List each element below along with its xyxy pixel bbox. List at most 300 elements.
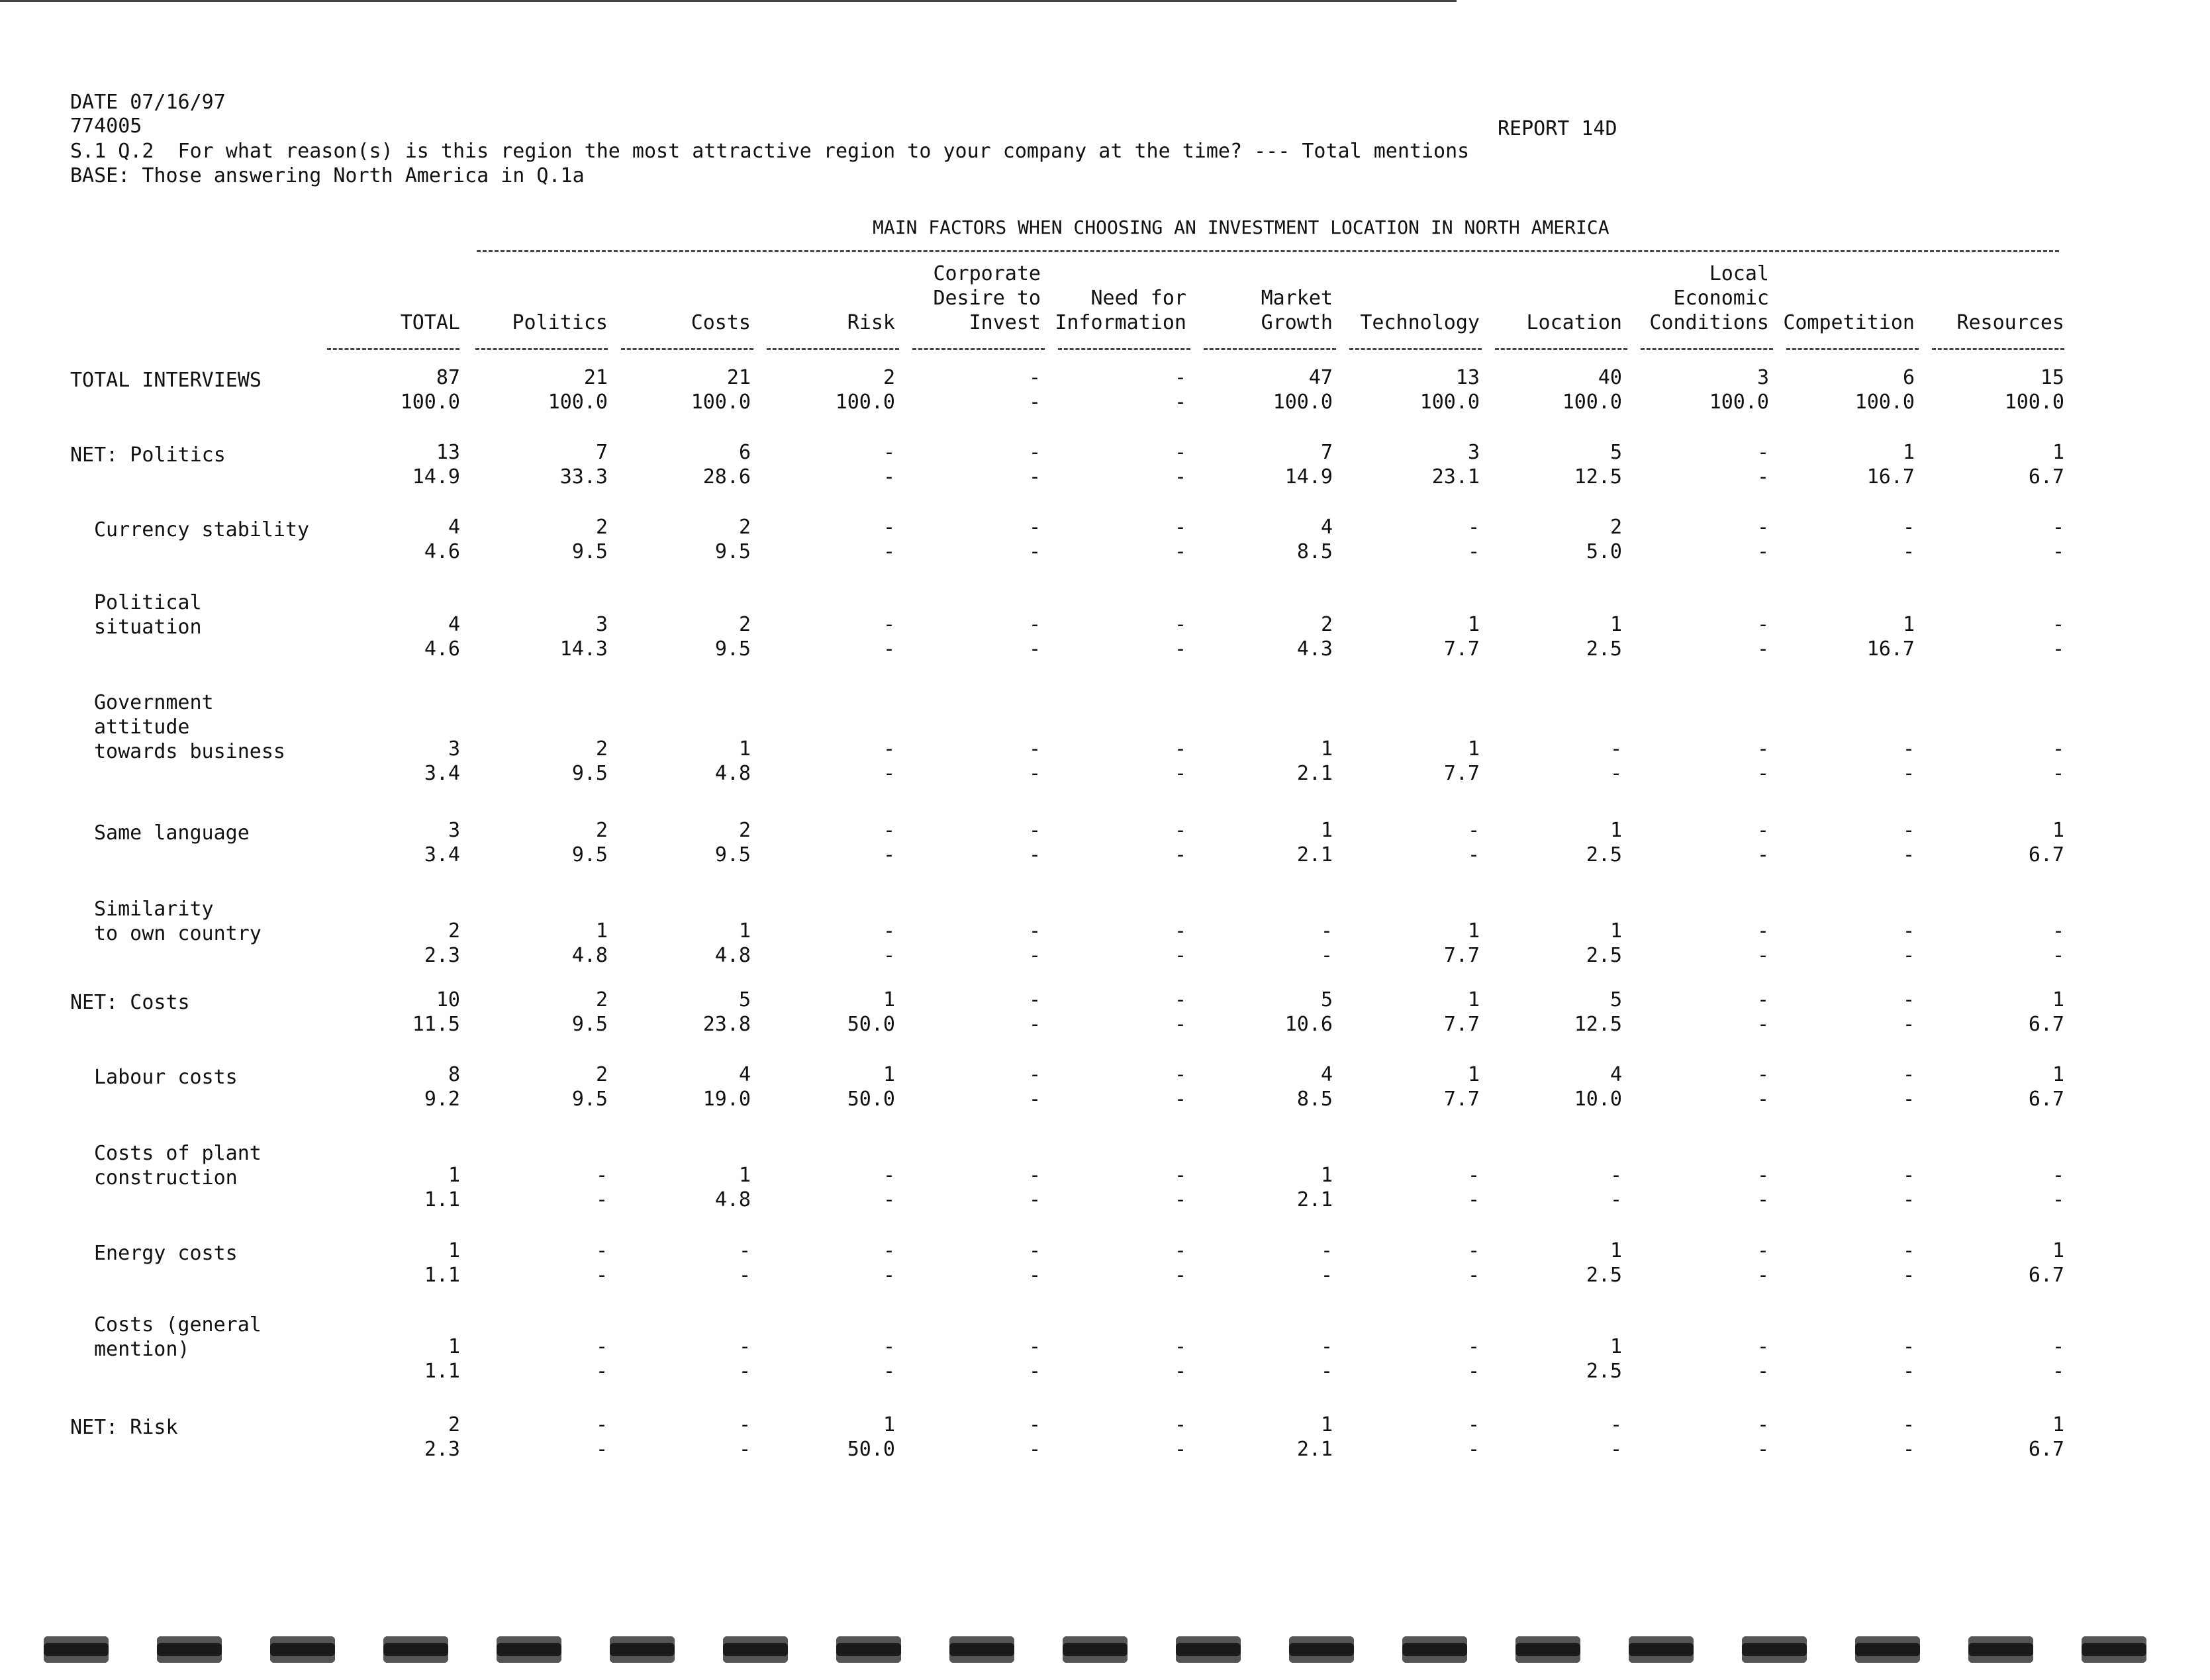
percent-cell: - xyxy=(1174,1264,1186,1287)
count-cell: 4 xyxy=(738,1063,751,1086)
percent-cell: 2.5 xyxy=(1586,944,1622,967)
top-rule xyxy=(0,0,1457,2)
column-header-rule xyxy=(1641,348,1773,350)
column-header-rule xyxy=(1932,348,2064,350)
percent-cell: 12.5 xyxy=(1574,1013,1622,1036)
count-cell: 4 xyxy=(448,516,460,539)
percent-cell: 2.1 xyxy=(1296,843,1333,866)
percent-cell: 2.1 xyxy=(1296,1188,1333,1211)
percent-cell: - xyxy=(2052,944,2064,967)
percent-cell: 6.7 xyxy=(2028,1088,2064,1111)
count-cell: 10 xyxy=(436,988,460,1011)
percent-cell: 23.8 xyxy=(702,1013,751,1036)
percent-cell: - xyxy=(738,1438,751,1461)
column-header-rule xyxy=(1786,348,1919,350)
count-cell: 1 xyxy=(1467,613,1480,636)
count-cell: 1 xyxy=(883,1413,895,1436)
count-cell: 21 xyxy=(583,366,608,389)
percent-cell: 4.6 xyxy=(424,540,460,563)
count-cell: - xyxy=(1174,613,1186,636)
count-cell: 2 xyxy=(883,366,895,389)
percent-cell: - xyxy=(883,1360,895,1383)
percent-cell: - xyxy=(1902,843,1915,866)
count-cell: 4 xyxy=(448,613,460,636)
report-id: 774005 xyxy=(70,115,142,138)
percent-cell: - xyxy=(883,540,895,563)
count-cell: - xyxy=(1902,1063,1915,1086)
percent-cell: 33.3 xyxy=(559,465,608,489)
percent-cell: - xyxy=(1467,843,1480,866)
net-row-label: NET: Politics xyxy=(70,443,226,467)
percent-cell: 2.5 xyxy=(1586,843,1622,866)
row-label: Government attitude towards business xyxy=(94,691,285,763)
count-cell: 1 xyxy=(2052,1063,2064,1086)
count-cell: - xyxy=(1902,737,1915,761)
column-header-rule xyxy=(475,348,608,350)
column-header-rule xyxy=(1495,348,1627,350)
percent-cell: - xyxy=(1028,1438,1041,1461)
row-label: Similarity to own country xyxy=(94,898,262,945)
percent-cell: - xyxy=(1320,944,1333,967)
count-cell: 1 xyxy=(595,919,608,943)
percent-cell: 4.8 xyxy=(714,1188,751,1211)
count-cell: 5 xyxy=(1609,441,1622,464)
percent-cell: - xyxy=(1028,843,1041,866)
percent-cell: - xyxy=(2052,1360,2064,1383)
percent-cell: 6.7 xyxy=(2028,843,2064,866)
percent-cell: - xyxy=(2052,540,2064,563)
count-cell: 2 xyxy=(595,516,608,539)
percent-cell: 6.7 xyxy=(2028,1264,2064,1287)
count-cell: - xyxy=(1756,516,1769,539)
column-header: Technology xyxy=(1360,311,1480,334)
percent-cell: 50.0 xyxy=(847,1438,895,1461)
percent-cell: - xyxy=(595,1438,608,1461)
percent-cell: 3.4 xyxy=(424,762,460,785)
percent-cell: - xyxy=(883,465,895,489)
count-cell: - xyxy=(1467,1335,1480,1358)
percent-cell: 14.9 xyxy=(412,465,460,489)
count-cell: 1 xyxy=(1609,819,1622,842)
count-cell: - xyxy=(1467,819,1480,842)
count-cell: - xyxy=(1609,737,1622,761)
count-cell: - xyxy=(1756,1063,1769,1086)
count-cell: - xyxy=(1028,516,1041,539)
percent-cell: - xyxy=(1174,391,1186,414)
count-cell: - xyxy=(1320,1335,1333,1358)
percent-cell: - xyxy=(1174,1360,1186,1383)
count-cell: 1 xyxy=(1467,1063,1480,1086)
count-cell: - xyxy=(1174,1335,1186,1358)
percent-cell: - xyxy=(2052,637,2064,661)
count-cell: 2 xyxy=(595,737,608,761)
count-cell: 2 xyxy=(1609,516,1622,539)
percent-cell: - xyxy=(1609,1438,1622,1461)
percent-cell: - xyxy=(738,1360,751,1383)
percent-cell: - xyxy=(1174,843,1186,866)
count-cell: - xyxy=(1028,737,1041,761)
count-cell: - xyxy=(595,1164,608,1187)
percent-cell: 9.5 xyxy=(714,637,751,661)
row-label: Costs (general mention) xyxy=(94,1313,262,1361)
percent-cell: 7.7 xyxy=(1443,762,1480,785)
count-cell: - xyxy=(1028,441,1041,464)
percent-cell: - xyxy=(1028,1088,1041,1111)
count-cell: 40 xyxy=(1598,366,1622,389)
count-cell: - xyxy=(1902,1335,1915,1358)
column-header-rule xyxy=(1058,348,1190,350)
percent-cell: 2.5 xyxy=(1586,637,1622,661)
percent-cell: - xyxy=(883,944,895,967)
percent-cell: 100.0 xyxy=(1273,391,1333,414)
percent-cell: 100.0 xyxy=(691,391,751,414)
count-cell: 1 xyxy=(1320,819,1333,842)
count-cell: 3 xyxy=(1756,366,1769,389)
percent-cell: - xyxy=(1028,391,1041,414)
percent-cell: - xyxy=(1028,1188,1041,1211)
net-row-label: NET: Costs xyxy=(70,991,190,1014)
percent-cell: - xyxy=(738,1264,751,1287)
percent-cell: - xyxy=(1467,540,1480,563)
column-header-rule xyxy=(1204,348,1336,350)
count-cell: - xyxy=(1902,988,1915,1011)
count-cell: 47 xyxy=(1308,366,1333,389)
percent-cell: - xyxy=(1174,1188,1186,1211)
percent-cell: - xyxy=(1756,637,1769,661)
count-cell: - xyxy=(1028,819,1041,842)
count-cell: - xyxy=(1174,1164,1186,1187)
count-cell: - xyxy=(1756,1413,1769,1436)
percent-cell: - xyxy=(1902,540,1915,563)
count-cell: 5 xyxy=(1320,988,1333,1011)
count-cell: - xyxy=(1756,988,1769,1011)
percent-cell: - xyxy=(2052,762,2064,785)
percent-cell: 2.5 xyxy=(1586,1264,1622,1287)
count-cell: - xyxy=(1902,1413,1915,1436)
row-label: Same language xyxy=(94,821,250,845)
count-cell: 6 xyxy=(738,441,751,464)
count-cell: 1 xyxy=(1609,1335,1622,1358)
count-cell: - xyxy=(1174,366,1186,389)
percent-cell: 12.5 xyxy=(1574,465,1622,489)
count-cell: 4 xyxy=(1609,1063,1622,1086)
percent-cell: 6.7 xyxy=(2028,1438,2064,1461)
count-cell: 2 xyxy=(738,516,751,539)
percent-cell: - xyxy=(1028,540,1041,563)
count-cell: 1 xyxy=(738,737,751,761)
column-header: Local Economic Conditions xyxy=(1649,262,1769,334)
count-cell: - xyxy=(2052,737,2064,761)
percent-cell: - xyxy=(1467,1188,1480,1211)
count-cell: 1 xyxy=(883,988,895,1011)
count-cell: 1 xyxy=(2052,1239,2064,1262)
report-number: REPORT 14D xyxy=(1498,117,1617,140)
count-cell: - xyxy=(1320,1239,1333,1262)
percent-cell: 2.1 xyxy=(1296,1438,1333,1461)
percent-cell: 10.6 xyxy=(1284,1013,1333,1036)
percent-cell: 8.5 xyxy=(1296,540,1333,563)
count-cell: 3 xyxy=(448,737,460,761)
percent-cell: 100.0 xyxy=(1419,391,1480,414)
count-cell: 2 xyxy=(738,613,751,636)
count-cell: 1 xyxy=(1320,1413,1333,1436)
count-cell: - xyxy=(1028,1413,1041,1436)
count-cell: 4 xyxy=(1320,1063,1333,1086)
percent-cell: - xyxy=(1756,843,1769,866)
column-header: Market Growth xyxy=(1261,287,1333,334)
percent-cell: 7.7 xyxy=(1443,1088,1480,1111)
base-text: BASE: Those answering North America in Q.1a xyxy=(70,164,585,187)
question-text: S.1 Q.2 For what reason(s) is this region the most attractive region to your company at the time? --- Total mentions xyxy=(70,140,1470,163)
percent-cell: 100.0 xyxy=(1562,391,1622,414)
percent-cell: 2.3 xyxy=(424,1438,460,1461)
percent-cell: - xyxy=(1028,637,1041,661)
count-cell: - xyxy=(1756,441,1769,464)
count-cell: 1 xyxy=(2052,988,2064,1011)
column-header: Need for Information xyxy=(1055,287,1186,334)
percent-cell: 100.0 xyxy=(400,391,460,414)
count-cell: 1 xyxy=(738,1164,751,1187)
net-row-label: TOTAL INTERVIEWS xyxy=(70,369,262,392)
percent-cell: - xyxy=(1902,1088,1915,1111)
count-cell: - xyxy=(1902,516,1915,539)
count-cell: 7 xyxy=(1320,441,1333,464)
percent-cell: 8.5 xyxy=(1296,1088,1333,1111)
count-cell: - xyxy=(738,1335,751,1358)
percent-cell: - xyxy=(1320,1360,1333,1383)
percent-cell: - xyxy=(1902,1264,1915,1287)
sprocket-strip xyxy=(44,1636,2195,1663)
count-cell: - xyxy=(595,1413,608,1436)
percent-cell: 2.5 xyxy=(1586,1360,1622,1383)
count-cell: 2 xyxy=(738,819,751,842)
count-cell: 3 xyxy=(1467,441,1480,464)
count-cell: 1 xyxy=(1467,919,1480,943)
percent-cell: - xyxy=(1756,465,1769,489)
count-cell: - xyxy=(1756,1164,1769,1187)
percent-cell: 6.7 xyxy=(2028,1013,2064,1036)
count-cell: 8 xyxy=(448,1063,460,1086)
count-cell: 1 xyxy=(448,1164,460,1187)
count-cell: - xyxy=(1028,366,1041,389)
count-cell: - xyxy=(2052,516,2064,539)
percent-cell: - xyxy=(1756,762,1769,785)
count-cell: 2 xyxy=(1320,613,1333,636)
percent-cell: 19.0 xyxy=(702,1088,751,1111)
column-header-rule xyxy=(912,348,1045,350)
count-cell: - xyxy=(2052,1164,2064,1187)
count-cell: - xyxy=(1609,1164,1622,1187)
percent-cell: 2.1 xyxy=(1296,762,1333,785)
count-cell: - xyxy=(1028,919,1041,943)
percent-cell: - xyxy=(1467,1360,1480,1383)
percent-cell: 50.0 xyxy=(847,1013,895,1036)
column-header: Competition xyxy=(1783,311,1915,334)
percent-cell: 4.3 xyxy=(1296,637,1333,661)
count-cell: - xyxy=(883,1239,895,1262)
percent-cell: 4.8 xyxy=(714,944,751,967)
count-cell: - xyxy=(1756,919,1769,943)
count-cell: 1 xyxy=(738,919,751,943)
column-header: Resources xyxy=(1956,311,2064,334)
percent-cell: 100.0 xyxy=(1709,391,1769,414)
percent-cell: - xyxy=(1320,1264,1333,1287)
column-header-rule xyxy=(1349,348,1482,350)
count-cell: - xyxy=(1902,919,1915,943)
count-cell: 21 xyxy=(726,366,751,389)
percent-cell: 2.3 xyxy=(424,944,460,967)
percent-cell: - xyxy=(1174,540,1186,563)
percent-cell: - xyxy=(595,1264,608,1287)
count-cell: - xyxy=(1467,1239,1480,1262)
row-label: Political situation xyxy=(94,591,202,639)
percent-cell: 7.7 xyxy=(1443,944,1480,967)
percent-cell: 4.8 xyxy=(571,944,608,967)
percent-cell: - xyxy=(1756,1438,1769,1461)
count-cell: 2 xyxy=(448,919,460,943)
count-cell: - xyxy=(1756,819,1769,842)
percent-cell: 50.0 xyxy=(847,1088,895,1111)
percent-cell: - xyxy=(1174,1013,1186,1036)
percent-cell: - xyxy=(1467,1264,1480,1287)
count-cell: - xyxy=(1174,1239,1186,1262)
percent-cell: 6.7 xyxy=(2028,465,2064,489)
count-cell: - xyxy=(1320,919,1333,943)
percent-cell: - xyxy=(1902,944,1915,967)
percent-cell: 9.2 xyxy=(424,1088,460,1111)
count-cell: 1 xyxy=(1609,1239,1622,1262)
percent-cell: - xyxy=(1902,1438,1915,1461)
percent-cell: - xyxy=(1028,762,1041,785)
count-cell: - xyxy=(1902,819,1915,842)
percent-cell: 1.1 xyxy=(424,1360,460,1383)
count-cell: 3 xyxy=(448,819,460,842)
count-cell: - xyxy=(1174,1063,1186,1086)
percent-cell: 1.1 xyxy=(424,1264,460,1287)
column-header: Politics xyxy=(512,311,608,334)
percent-cell: 1.1 xyxy=(424,1188,460,1211)
count-cell: 6 xyxy=(1902,366,1915,389)
count-cell: 2 xyxy=(595,1063,608,1086)
count-cell: - xyxy=(1174,1413,1186,1436)
percent-cell: - xyxy=(1756,1360,1769,1383)
count-cell: - xyxy=(1174,919,1186,943)
count-cell: - xyxy=(1028,988,1041,1011)
percent-cell: - xyxy=(1028,1360,1041,1383)
percent-cell: - xyxy=(883,843,895,866)
percent-cell: - xyxy=(1028,1013,1041,1036)
count-cell: 2 xyxy=(595,988,608,1011)
count-cell: - xyxy=(595,1239,608,1262)
percent-cell: - xyxy=(1028,465,1041,489)
row-label: Costs of plant construction xyxy=(94,1142,262,1190)
percent-cell: - xyxy=(1902,1188,1915,1211)
count-cell: 2 xyxy=(448,1413,460,1436)
percent-cell: 4.8 xyxy=(714,762,751,785)
row-label: Energy costs xyxy=(94,1242,238,1265)
percent-cell: - xyxy=(1756,1188,1769,1211)
count-cell: - xyxy=(1902,1164,1915,1187)
column-header-rule xyxy=(327,348,459,350)
percent-cell: - xyxy=(1756,1088,1769,1111)
count-cell: 13 xyxy=(436,441,460,464)
percent-cell: 7.7 xyxy=(1443,637,1480,661)
count-cell: - xyxy=(1756,1239,1769,1262)
count-cell: - xyxy=(2052,1335,2064,1358)
count-cell: - xyxy=(1174,819,1186,842)
percent-cell: 9.5 xyxy=(571,540,608,563)
column-header: TOTAL xyxy=(400,311,460,334)
count-cell: 1 xyxy=(1609,919,1622,943)
count-cell: 4 xyxy=(1320,516,1333,539)
percent-cell: 100.0 xyxy=(2004,391,2064,414)
count-cell: - xyxy=(1756,1335,1769,1358)
row-label: Labour costs xyxy=(94,1066,238,1089)
count-cell: - xyxy=(1028,1239,1041,1262)
count-cell: - xyxy=(1902,1239,1915,1262)
percent-cell: 100.0 xyxy=(1854,391,1915,414)
count-cell: 1 xyxy=(1467,737,1480,761)
count-cell: - xyxy=(1756,737,1769,761)
percent-cell: - xyxy=(1174,762,1186,785)
percent-cell: 9.5 xyxy=(571,1013,608,1036)
count-cell: 2 xyxy=(595,819,608,842)
count-cell: - xyxy=(1028,1164,1041,1187)
percent-cell: - xyxy=(883,637,895,661)
count-cell: - xyxy=(883,1335,895,1358)
percent-cell: - xyxy=(1756,1264,1769,1287)
percent-cell: 9.5 xyxy=(714,540,751,563)
column-header: Location xyxy=(1526,311,1622,334)
net-row-label: NET: Risk xyxy=(70,1416,178,1439)
percent-cell: - xyxy=(1756,540,1769,563)
percent-cell: 3.4 xyxy=(424,843,460,866)
percent-cell: 28.6 xyxy=(702,465,751,489)
percent-cell: - xyxy=(1467,1438,1480,1461)
percent-cell: 23.1 xyxy=(1431,465,1480,489)
percent-cell: - xyxy=(1902,1013,1915,1036)
percent-cell: 9.5 xyxy=(714,843,751,866)
count-cell: 1 xyxy=(1902,613,1915,636)
table-banner: MAIN FACTORS WHEN CHOOSING AN INVESTMENT LOCATION IN NORTH AMERICA xyxy=(873,216,1609,238)
count-cell: - xyxy=(1467,1164,1480,1187)
count-cell: - xyxy=(883,737,895,761)
percent-cell: - xyxy=(883,762,895,785)
percent-cell: - xyxy=(1609,762,1622,785)
percent-cell: - xyxy=(1174,637,1186,661)
count-cell: - xyxy=(1028,1335,1041,1358)
count-cell: - xyxy=(1467,1413,1480,1436)
count-cell: 1 xyxy=(1609,613,1622,636)
count-cell: 1 xyxy=(1320,737,1333,761)
count-cell: - xyxy=(1467,516,1480,539)
percent-cell: - xyxy=(883,1264,895,1287)
count-cell: - xyxy=(738,1239,751,1262)
percent-cell: 9.5 xyxy=(571,843,608,866)
column-header: Corporate Desire to Invest xyxy=(933,262,1041,334)
row-label: Currency stability xyxy=(94,518,310,541)
count-cell: 87 xyxy=(436,366,460,389)
percent-cell: - xyxy=(1174,1438,1186,1461)
count-cell: 1 xyxy=(448,1239,460,1262)
percent-cell: - xyxy=(1902,762,1915,785)
percent-cell: 7.7 xyxy=(1443,1013,1480,1036)
count-cell: 1 xyxy=(448,1335,460,1358)
percent-cell: 9.5 xyxy=(571,1088,608,1111)
count-cell: - xyxy=(1174,988,1186,1011)
percent-cell: 9.5 xyxy=(571,762,608,785)
percent-cell: - xyxy=(1174,465,1186,489)
